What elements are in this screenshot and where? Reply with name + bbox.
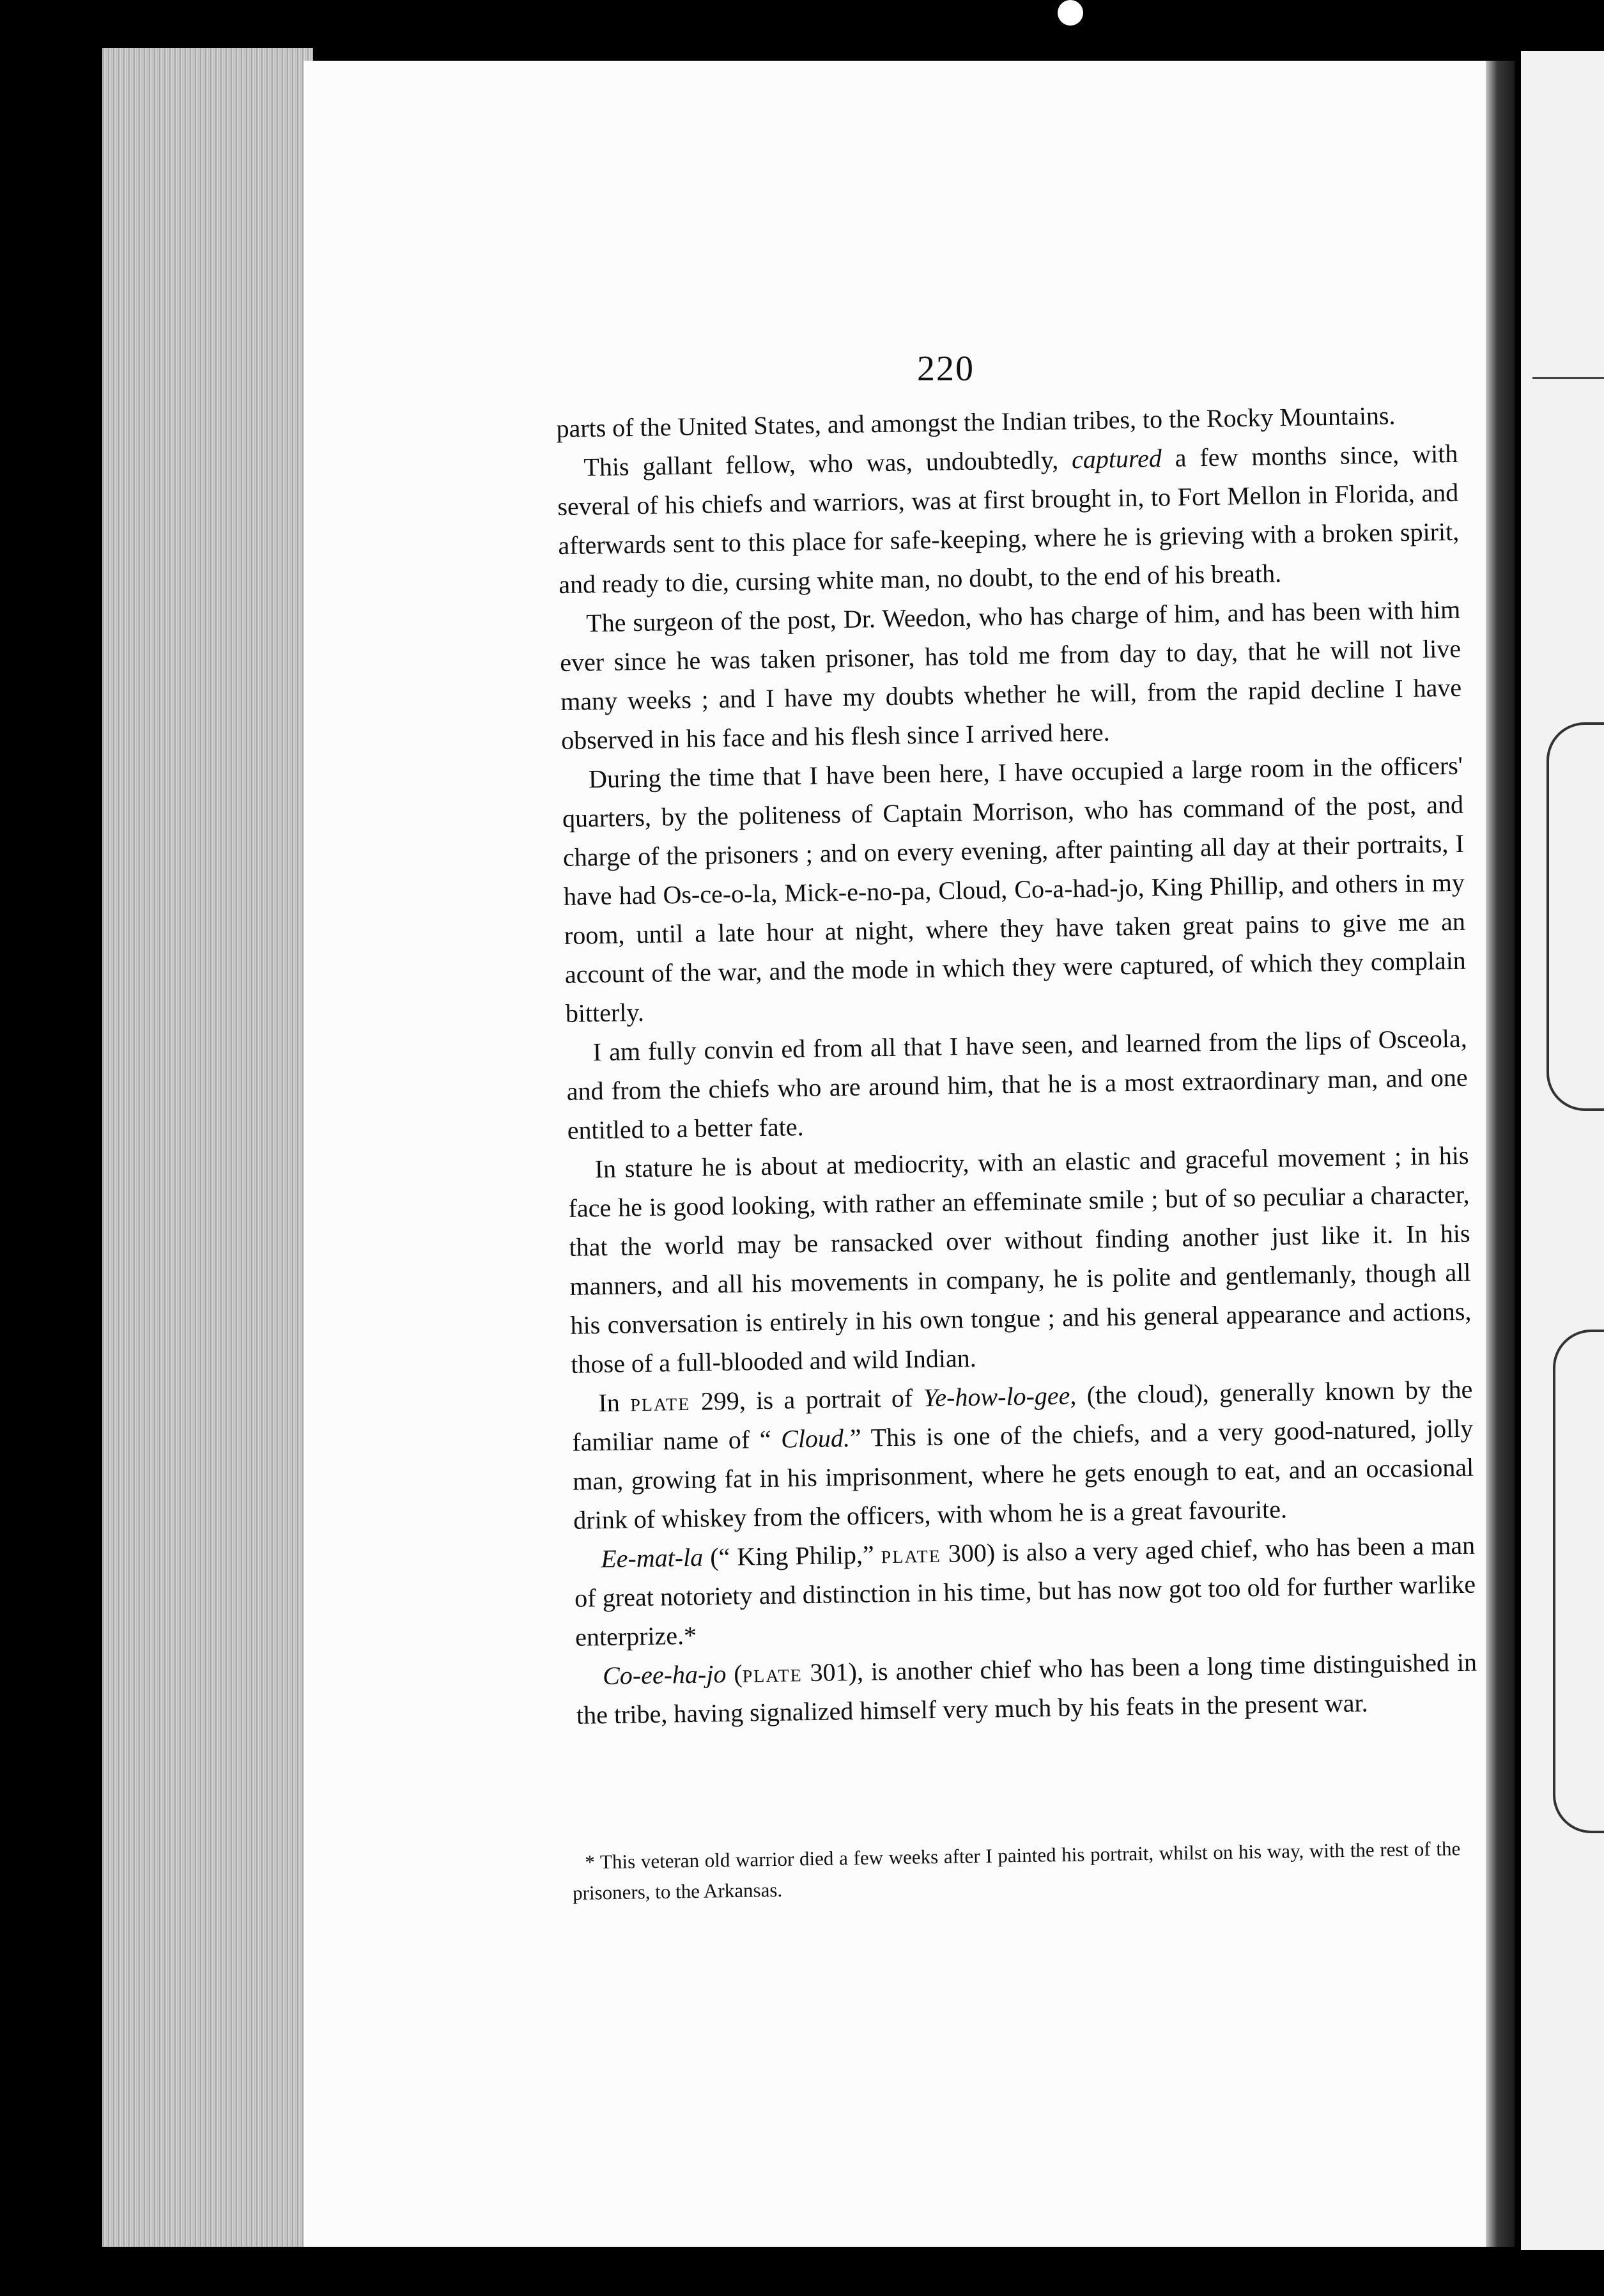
page-number: 220 [917,349,975,389]
plate-label: plate [742,1658,803,1688]
text-run: The surgeon of the post, Dr. Weedon, who has charge of him, and has been with him ever since he was taken prisoner, has told me from day to day, that he will not live many weeks ; and I have my doubts whether he will, from the rapid decline I have observed in his face and his flesh since I arrived here. [559,594,1462,755]
paragraph-p7 [571,1370,1475,1540]
paragraph-p9 [576,1643,1478,1735]
paragraph-p2 [557,434,1460,604]
paragraph-p4 [562,746,1467,1033]
facing-page-rule [1532,377,1604,379]
book-spine [1486,61,1515,2247]
emphasis-text: Cloud. [780,1423,851,1454]
text-run: ” This is one of the chiefs, and a very good-natured, jolly man, growing fat in his imprisonment, where he gets enough to eat, and an occasional drink of whiskey from the officers, with whom he is a great favourite. [572,1413,1474,1535]
facing-page-illustration [1521,51,1604,2250]
scan-speck [1058,0,1083,26]
body-text [556,395,1477,1735]
text-run: In stature he is about at mediocrity, with an elastic and graceful movement ; in his face he is good looking, with rather an effeminate smile ; but of so peculiar a character, that the world may be ransacked over without finding another just like it. In his manners, and all his movements in company, he is polite and gentlemanly, though all his conversation is entirely in his own tongue ; and his general appearance and actions, those of a full-blooded and wild Indian. [568,1140,1472,1379]
facing-page-sketch [1546,722,1604,1111]
emphasis-text: Ee-mat-la [600,1542,704,1574]
text-run: During the time that I have been here, I have occupied a large room in the officers' quarters, by the politeness of Captain Morrison, who has command of the post, and charge of the prisoners ; and on every evening, after painting all day at their portraits, I have had Os-ce-o-la, Mick-e-no-pa, Cloud, Co-a-had-jo, King Phillip, and others in my room, until a late hour at night, where they have taken great pains to give me an account of the war, and the mode in which they were captured, of which they complain bitterly. [562,750,1467,1028]
footnote-text: * This veteran old warrior died a few weeks after I painted his portrait, whilst on his way, with the rest of the prisoners, to the Arkansas. [572,1837,1461,1904]
text-run: I am fully convin ed from all that I have seen, and learned from the lips of Osceola, and from the chiefs who are around him, that he is a most extraordinary man, and one entitled to a better fate. [566,1023,1468,1145]
paragraph-p8 [574,1526,1477,1657]
text-run: (“ King Philip,” [702,1540,882,1572]
paragraph-p3 [559,590,1463,760]
page-edges [102,48,313,2247]
emphasis-text: Co-ee-ha-jo [602,1659,727,1691]
text-run: a few months since, with several of his chiefs and warriors, was at first brought in, to Fort Mellon in Florida, and afterwards sent to this place for safe-keeping, where he is grieving with a broken spirit, and ready to die, cursing white man, no doubt, to the end of his breath. [557,438,1460,599]
emphasis-text: Ye-how-lo-gee, [923,1381,1077,1413]
paragraph-p5 [566,1019,1469,1150]
text-run: 299, is a portrait of [690,1383,924,1416]
text-run: This gallant fellow, who was, undoubtedly, [583,445,1072,482]
text-run: 301), is another chief who has been a long time distinguished in the tribe, having signalized himself very much by his feats in the present war. [576,1647,1477,1730]
plate-label: plate [881,1539,942,1569]
text-run: (the cloud), generally known by the familiar name of “ [572,1374,1473,1457]
text-run: In [598,1388,631,1418]
emphasis-text: captured [1071,444,1162,474]
facing-page-sketch [1553,1330,1604,1833]
plate-label: plate [629,1386,691,1417]
text-run: parts of the United States, and amongst the Indian tribes, to the Rocky Mountains. [556,401,1396,443]
text-run: ( [726,1659,743,1689]
paragraph-p6 [567,1136,1472,1384]
text-run: 300) is also a very aged chief, who has been a man of great notoriety and distinction in his time, but has now got too old for further warlike enterprize.* [574,1530,1476,1652]
